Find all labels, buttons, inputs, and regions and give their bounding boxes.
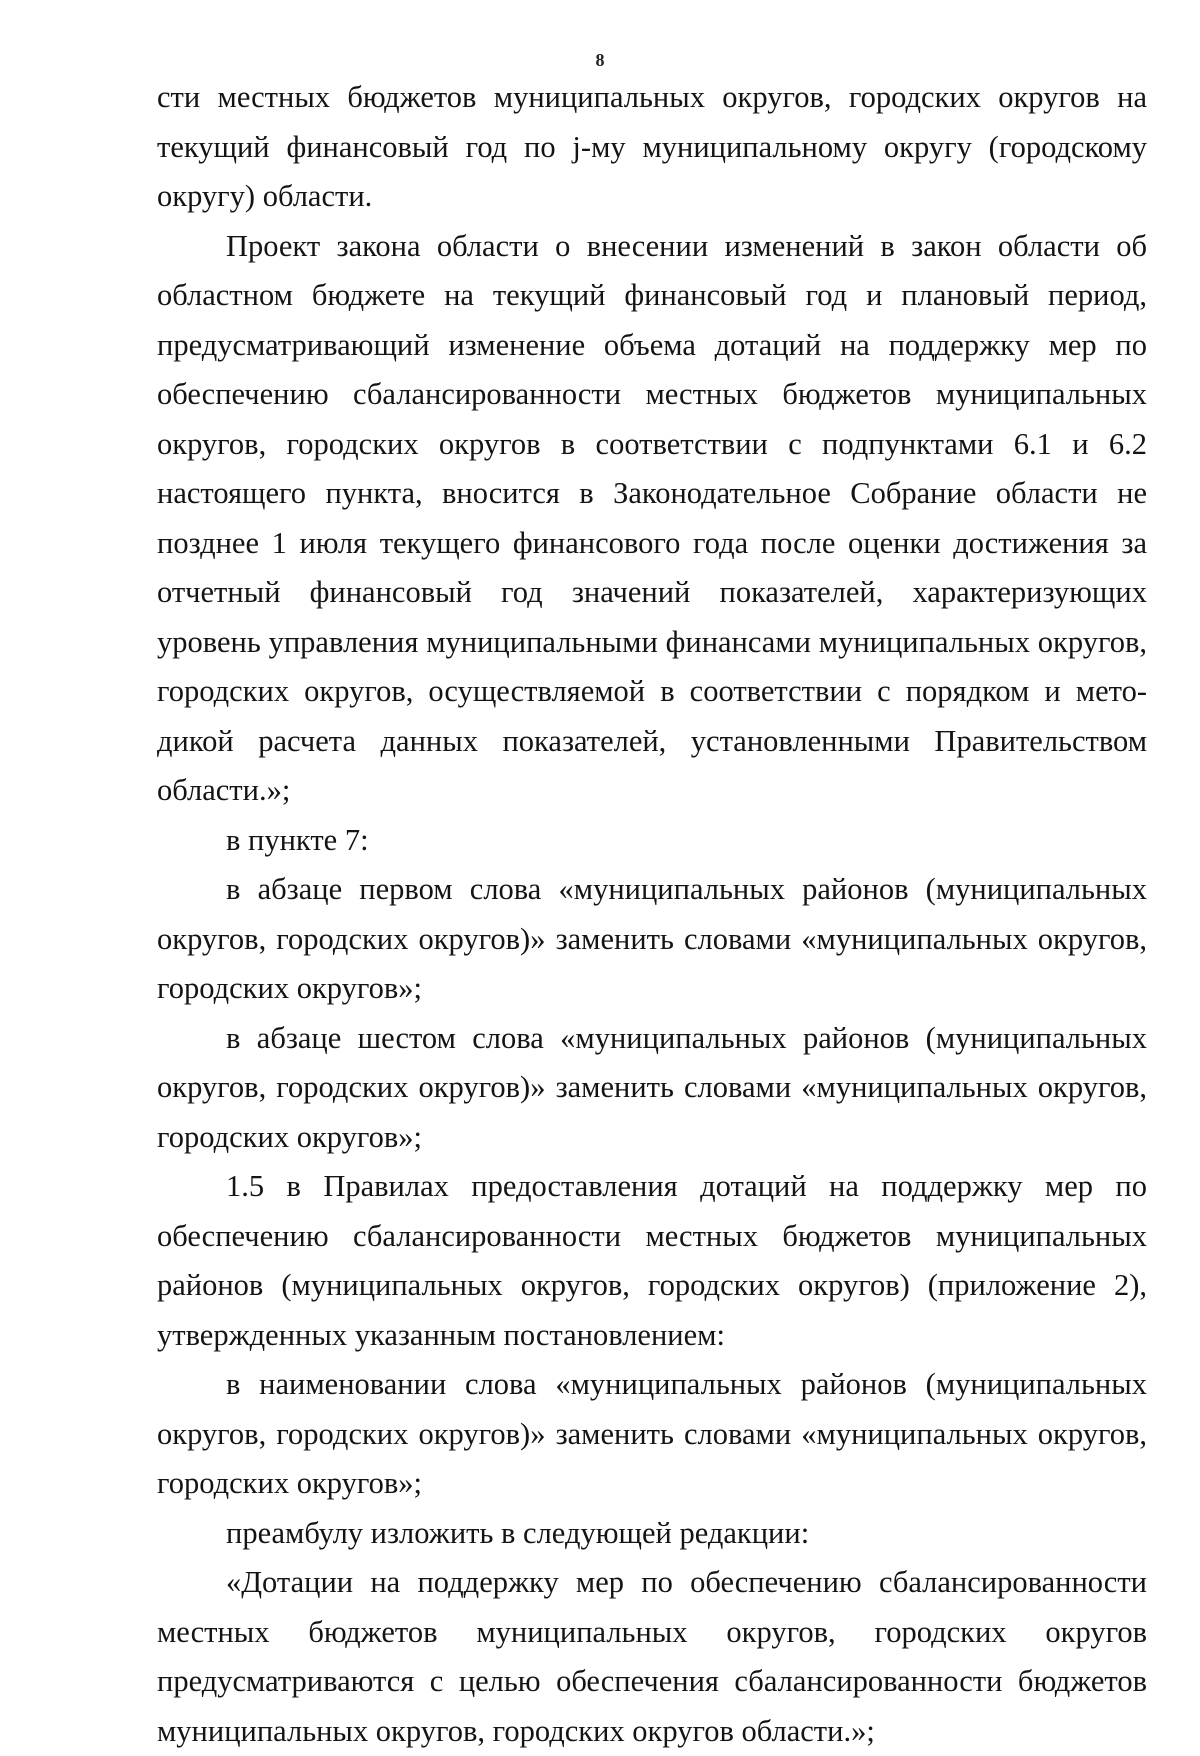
document-body <box>157 73 1147 1756</box>
page-number: 8 <box>595 50 605 70</box>
paragraph: 1.5 в Правилах предоставления дотаций на поддержку мер по обеспечению сбалансированности местных бюджетов муниципальных районов (муниципальных округов, городских округов) (приложение 2), утвержденных указанным постановлением: <box>157 1169 1147 1352</box>
paragraph: сти местных бюджетов муниципальных округов, городских округов на текущий финансовый год по j-му муниципальному округу (городскому округу) области. <box>157 80 1147 213</box>
paragraph: Проект закона области о внесении изменений в закон области об областном бюджете на текущий финансовый год и плановый период, предусматривающий изменение объема дотаций на поддержку мер по обеспечению сбалансированности местных бюджетов муниципальных округов, городских округов в соответствии с подпунктами 6.1 и 6.2 настоящего пункта, вносится в Законодательное Собрание области не позднее 1 июля текущего финансового года после оценки достижения за отчетный финансовый год значений показателей, характеризующих уровень управления муниципальными финансами муниципальных округов, городских округов, осуществляемой в соответствии с порядком и методикой расчета данных показателей, установленными Правительством области.»; <box>157 228 1147 807</box>
paragraph: в наименовании слова «муниципальных районов (муниципальных округов, городских округов)» заменить словами «муниципальных округов, городских округов»; <box>157 1367 1147 1500</box>
paragraph: в абзаце первом слова «муниципальных районов (муниципальных округов, городских округов)» заменить словами «муниципальных округов, городских округов»; <box>157 872 1147 1005</box>
paragraph: в пункте 7: <box>226 822 369 857</box>
paragraph: «Дотации на поддержку мер по обеспечению сбалансированности местных бюджетов муниципальных округов, городских округов предусматриваются с целью обеспечения сбалансированности бюджетов муниципальных округов, городских округов области.»; <box>157 1565 1147 1748</box>
paragraph: преамбулу изложить в следующей редакции: <box>226 1515 810 1550</box>
paragraph: в абзаце шестом слова «муниципальных районов (муниципальных округов, городских округов)» заменить словами «муниципальных округов, городских округов»; <box>157 1020 1147 1154</box>
